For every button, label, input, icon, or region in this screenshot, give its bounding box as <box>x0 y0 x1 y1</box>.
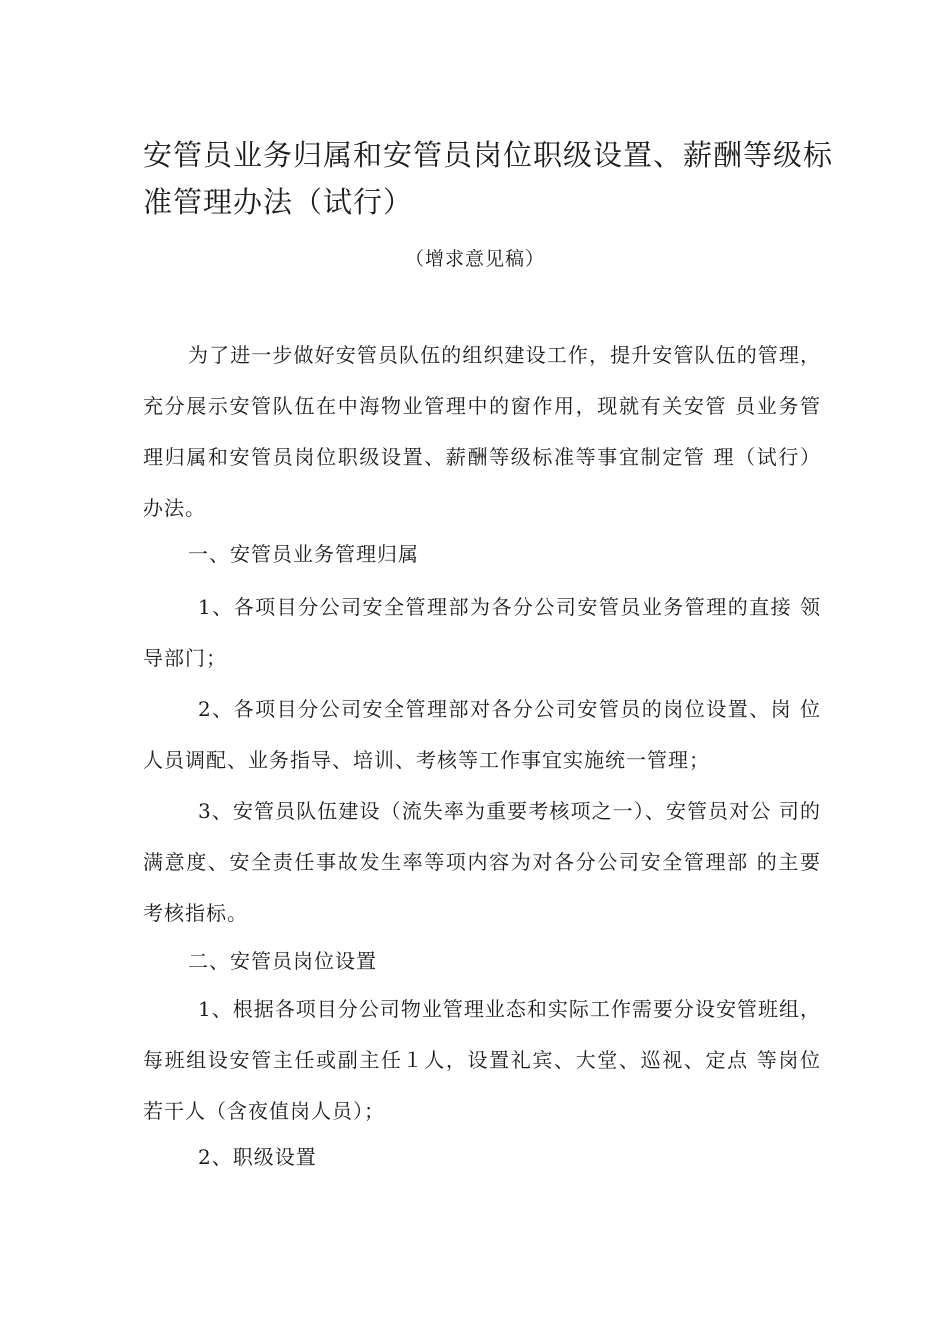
document-title: 安管员业务归属和安管员岗位职级设置、薪酬等级标准管理办法（试行） <box>143 138 834 219</box>
document-subtitle: （增求意见稿） <box>404 248 545 270</box>
section-heading-2: 二、安管员岗位设置 <box>188 949 377 973</box>
section-2-item-1: 1、根据各项目分公司物业管理业态和实际工作需要分设安管班组，每班组设安管主任或副主任１人，设置礼宾、大堂、巡视、定点 等岗位若干人（含夜值岗人员）； <box>143 997 821 1123</box>
section-1-item-2: 2、各项目分公司安全管理部对各分公司安管员的岗位设置、岗 位人员调配、业务指导、培训、考核等工作事宜实施统一管理； <box>143 697 821 772</box>
intro-paragraph: 为了进一步做好安管员队伍的组织建设工作，提升安管队伍的管理，充分展示安管队伍在中海物业管理中的窗作用，现就有关安管 员业务管理归属和安管员岗位职级设置、薪酬等级标准等事宜制定管 理（试行）办法。 <box>143 343 821 520</box>
section-2-item-2: 2、职级设置 <box>198 1145 317 1169</box>
section-1-item-3: 3、安管员队伍建设（流失率为重要考核项之一）、安管员对公 司的满意度、安全责任事故发生率等项内容为对各分公司安全管理部 的主要考核指标。 <box>143 799 821 925</box>
section-heading-1: 一、安管员业务管理归属 <box>188 542 419 566</box>
section-1-item-1: 1、各项目分公司安全管理部为各分公司安管员业务管理的直接 领导部门； <box>143 595 821 670</box>
